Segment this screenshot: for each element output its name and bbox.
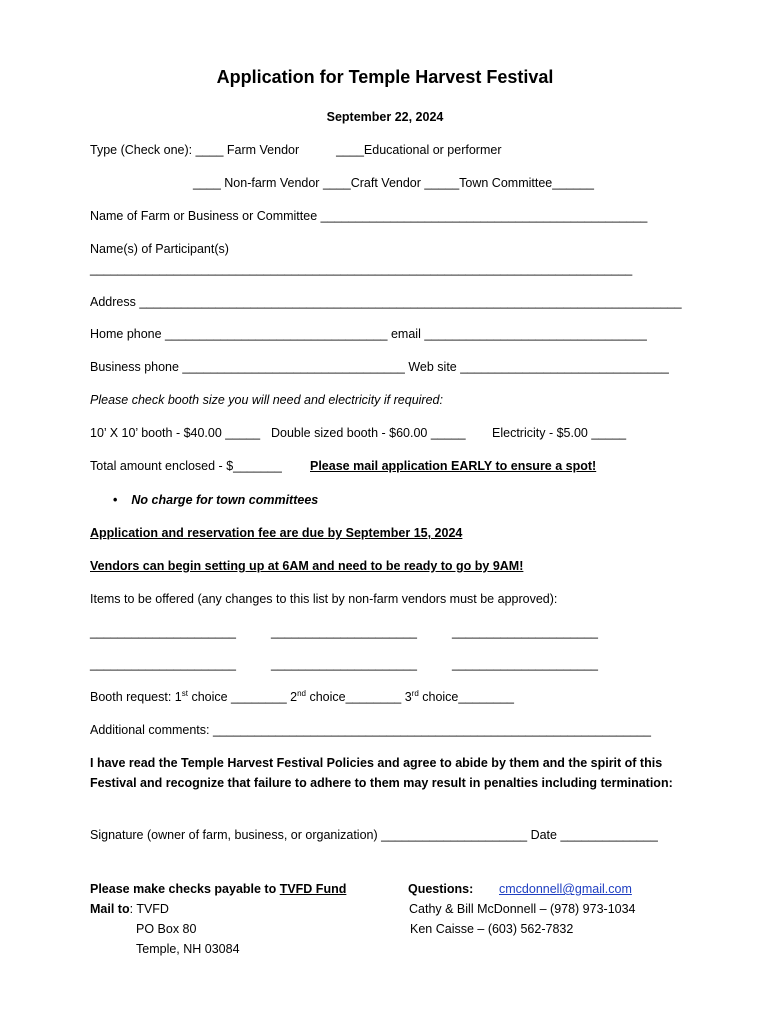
address-field[interactable]: Address ______________________________________________________________________________ <box>90 295 682 309</box>
contact-caisse: Ken Caisse – (603) 562-7832 <box>410 922 574 936</box>
home-phone-email-field[interactable]: Home phone ________________________________ email ________________________________ <box>90 327 647 341</box>
booth-double-option[interactable]: Double sized booth - $60.00 _____ <box>271 426 466 440</box>
event-date: September 22, 2024 <box>326 110 444 124</box>
mail-to-label: Mail to <box>90 902 130 916</box>
first-choice-field[interactable]: choice ________ 2 <box>187 690 298 704</box>
electricity-option[interactable]: Electricity - $5.00 _____ <box>492 426 627 440</box>
farm-name-field[interactable]: Name of Farm or Business or Committee _______________________________________________ <box>90 209 648 223</box>
page-title: Application for Temple Harvest Festival <box>216 67 554 87</box>
setup-time-notice: Vendors can begin setting up at 6AM and need to be ready to go by 9AM! <box>90 559 524 573</box>
contact-email-link[interactable]: cmcdonnell@gmail.com <box>499 882 632 896</box>
ordinal-nd: nd <box>297 688 306 698</box>
third-choice-field[interactable]: choice________ <box>418 690 515 704</box>
type-educational[interactable]: ____Educational or performer <box>336 143 502 157</box>
business-phone-website-field[interactable]: Business phone ________________________________ Web site ______________________________ <box>90 360 669 374</box>
city-state-zip: Temple, NH 03084 <box>136 942 240 956</box>
items-label: Items to be offered (any changes to this list by non-farm vendors must be approved): <box>90 592 558 606</box>
mail-early-notice: Please mail application EARLY to ensure a spot! <box>310 459 597 473</box>
ordinal-st: st <box>181 688 188 698</box>
type-check-line1 <box>90 143 501 157</box>
type-farm-vendor[interactable]: Type (Check one): ____ Farm Vendor <box>90 143 300 157</box>
item-field[interactable]: _____________________ <box>90 657 236 671</box>
agreement-line-2: Festival and recognize that failure to adhere to them may result in penalties including termination: <box>90 776 673 790</box>
mail-to-value: : TVFD <box>129 902 169 916</box>
type-check-line2[interactable]: ____ Non-farm Vendor ____Craft Vendor _____Town Committee______ <box>193 176 594 190</box>
item-field[interactable]: _____________________ <box>452 657 598 671</box>
item-field[interactable]: _____________________ <box>90 625 236 639</box>
item-field[interactable]: _____________________ <box>271 625 417 639</box>
item-field[interactable]: _____________________ <box>452 625 598 639</box>
checks-payable-line <box>90 882 346 896</box>
checks-payable-text: Please make checks payable to <box>90 882 280 896</box>
second-choice-field[interactable]: choice________ 3 <box>306 690 412 704</box>
signature-date-field[interactable]: Signature (owner of farm, business, or organization) _____________________ Date ______________ <box>90 828 658 842</box>
po-box: PO Box 80 <box>136 922 197 936</box>
no-charge-text: No charge for town committees <box>131 493 319 507</box>
contact-mcdonnell: Cathy & Bill McDonnell – (978) 973-1034 <box>409 902 636 916</box>
participants-label: Name(s) of Participant(s) <box>90 242 229 256</box>
questions-label: Questions: <box>408 882 474 896</box>
ordinal-rd: rd <box>411 688 419 698</box>
agreement-line-1: I have read the Temple Harvest Festival Policies and agree to abide by them and the spirit of this <box>90 756 663 770</box>
mail-to-line <box>90 902 169 916</box>
bullet-icon: • <box>113 493 118 507</box>
item-field[interactable]: _____________________ <box>271 657 417 671</box>
participants-field[interactable]: ______________________________________________________________________________ <box>90 262 633 276</box>
total-enclosed-field[interactable]: Total amount enclosed - $_______ <box>90 459 282 473</box>
booth-request-label: Booth request: 1 <box>90 690 182 704</box>
fee-due-notice: Application and reservation fee are due by September 15, 2024 <box>90 526 463 540</box>
booth-instructions: Please check booth size you will need and electricity if required: <box>90 393 443 407</box>
no-charge-bullet <box>113 493 318 507</box>
checks-payee: TVFD Fund <box>279 882 347 896</box>
additional-comments-field[interactable]: Additional comments: _______________________________________________________________ <box>90 723 651 737</box>
booth-single-option[interactable]: 10’ X 10’ booth - $40.00 _____ <box>90 426 261 440</box>
booth-request-field[interactable] <box>90 690 514 704</box>
